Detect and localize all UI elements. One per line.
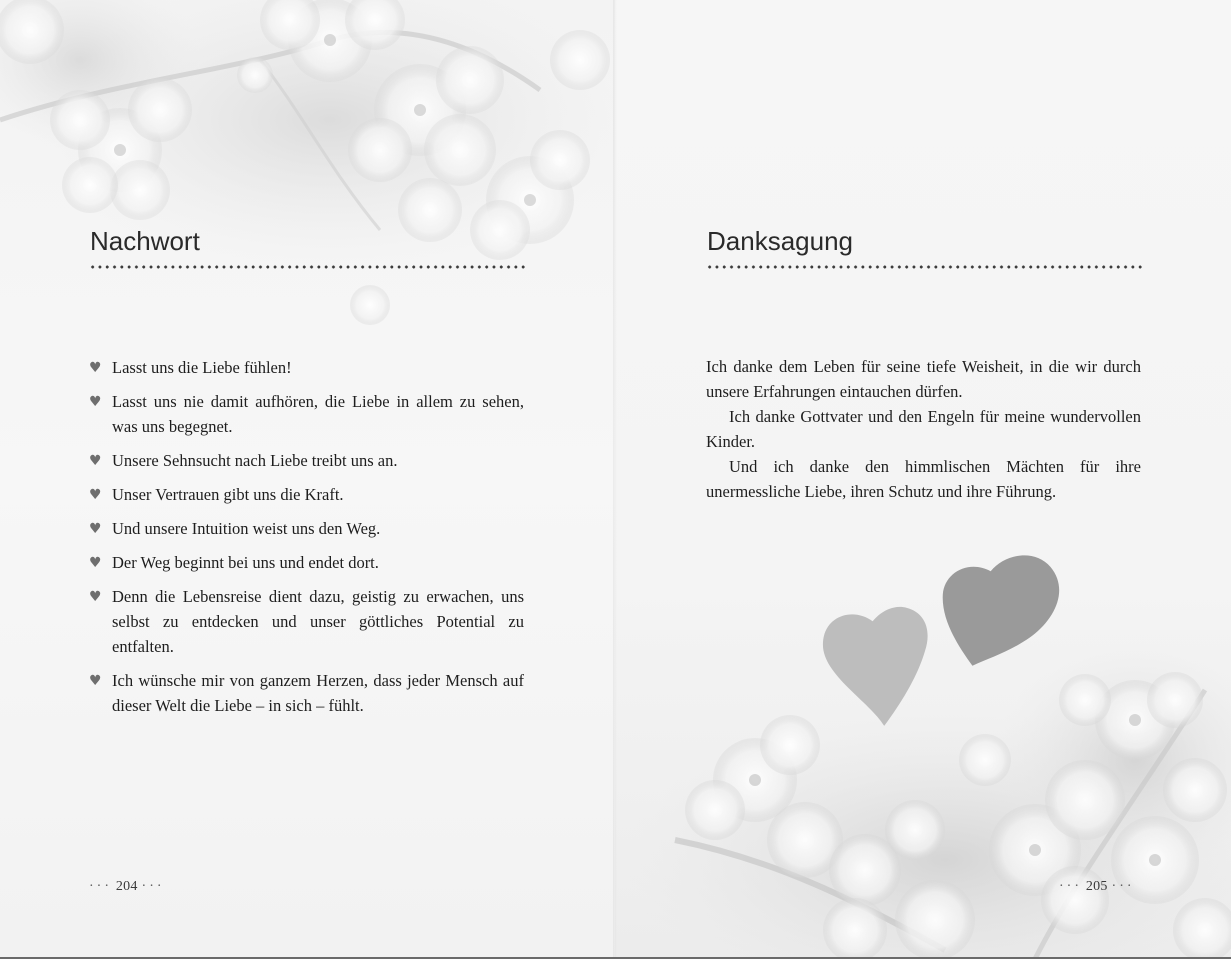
list-item-text: Unsere Sehnsucht nach Liebe treibt uns an. bbox=[112, 451, 398, 470]
heart-bullet-icon: ♥ bbox=[89, 521, 102, 537]
list-item bbox=[89, 550, 524, 575]
bullet-list bbox=[89, 355, 524, 718]
heart-decoration-icon bbox=[815, 552, 1075, 732]
paragraph: Ich danke Gottvater und den Engeln für meine wundervollen Kinder. bbox=[706, 407, 1141, 451]
dotted-rule bbox=[89, 265, 525, 269]
list-item-text: Und unsere Intuition weist uns den Weg. bbox=[112, 519, 381, 538]
page-number bbox=[1059, 879, 1135, 895]
list-item-text: Ich wünsche mir von ganzem Herzen, dass jeder Mensch auf dieser Welt die Liebe – in sich – fühlt. bbox=[112, 671, 524, 715]
list-item-text: Lasst uns nie damit aufhören, die Liebe in allem zu sehen, was uns begegnet. bbox=[112, 392, 524, 436]
heart-bullet-icon: ♥ bbox=[89, 394, 102, 410]
paragraph: Ich danke dem Leben für seine tiefe Weisheit, in die wir durch unsere Erfahrungen eintauchen dürfen. bbox=[706, 357, 1141, 401]
page-number-value: 205 bbox=[1085, 879, 1108, 894]
paragraph: Und ich danke den himmlischen Mächten für ihre unermessliche Liebe, ihren Schutz und ihre Führung. bbox=[706, 457, 1141, 501]
list-item-text: Der Weg beginnt bei uns und endet dort. bbox=[112, 553, 379, 572]
page-number bbox=[89, 879, 165, 895]
folio-dots: ··· bbox=[89, 879, 112, 894]
heart-bullet-icon: ♥ bbox=[89, 360, 102, 376]
list-item-text: Unser Vertrauen gibt uns die Kraft. bbox=[112, 485, 344, 504]
folio-dots: ··· bbox=[141, 879, 165, 894]
list-item bbox=[89, 516, 524, 541]
heart-decoration-icon bbox=[939, 552, 1066, 668]
folio-dots: ··· bbox=[1111, 879, 1135, 894]
list-item-text: Denn die Lebensreise dient dazu, geistig zu erwachen, uns selbst zu entdecken und unser göttliches Potential zu entfalten. bbox=[112, 587, 524, 656]
acknowledgements-text bbox=[706, 354, 1141, 504]
list-item bbox=[89, 668, 524, 718]
left-page bbox=[0, 0, 615, 959]
page-number-value: 204 bbox=[115, 879, 138, 894]
page-title: Nachwort bbox=[90, 226, 200, 256]
list-item bbox=[89, 389, 524, 439]
afterword-list bbox=[89, 355, 524, 727]
heart-bullet-icon: ♥ bbox=[89, 453, 102, 469]
heart-bullet-icon: ♥ bbox=[89, 487, 102, 503]
list-item bbox=[89, 355, 524, 380]
list-item-text: Lasst uns die Liebe fühlen! bbox=[112, 358, 292, 377]
heart-bullet-icon: ♥ bbox=[89, 673, 102, 689]
list-item bbox=[89, 482, 524, 507]
list-item bbox=[89, 448, 524, 473]
heart-bullet-icon: ♥ bbox=[89, 555, 102, 571]
right-page bbox=[615, 0, 1231, 959]
page-title: Danksagung bbox=[707, 226, 853, 256]
heart-decoration-icon bbox=[815, 597, 932, 730]
gutter bbox=[613, 0, 617, 959]
dotted-rule bbox=[706, 265, 1142, 269]
heart-bullet-icon: ♥ bbox=[89, 589, 102, 605]
list-item bbox=[89, 584, 524, 659]
folio-dots: ··· bbox=[1059, 879, 1082, 894]
